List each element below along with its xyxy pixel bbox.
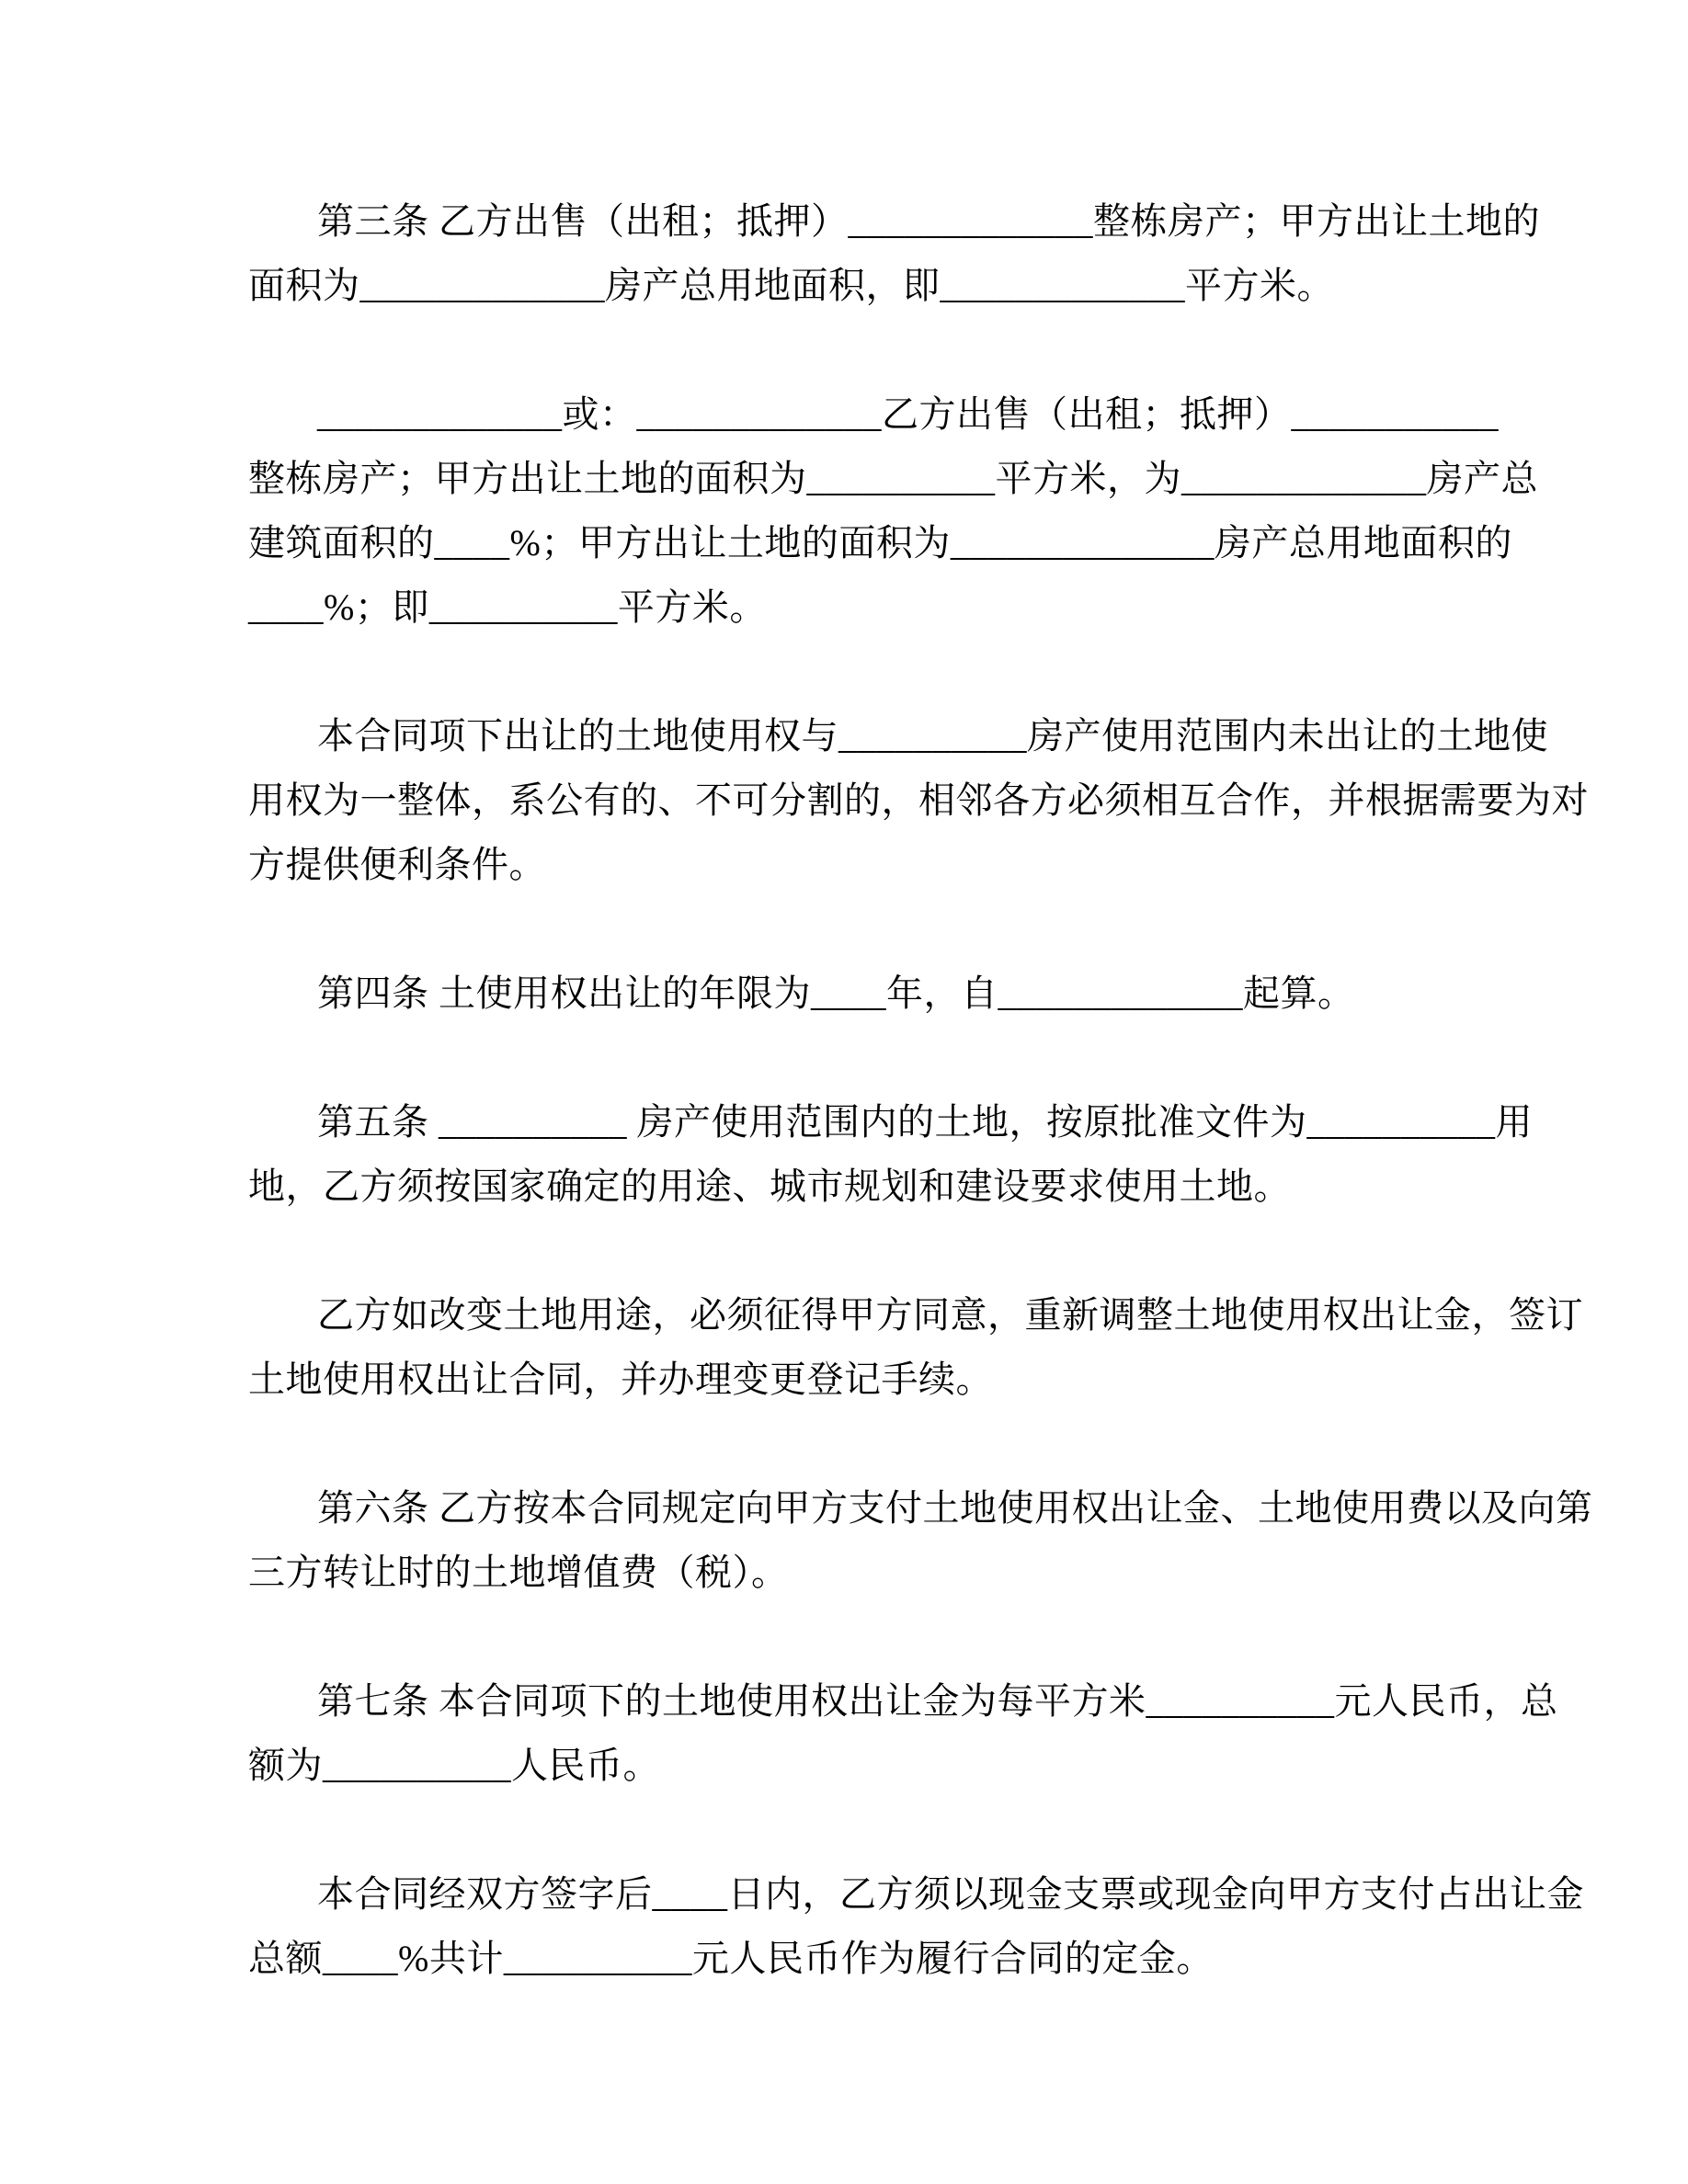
text-line: 三方转让时的土地增值费（税）。: [248, 1552, 789, 1593]
text-line: 第四条 土使用权出让的年限为____年，自_____________起算。: [317, 973, 1355, 1014]
text-line: 额为__________人民币。: [248, 1745, 660, 1786]
text-line: 土地使用权出让合同，并办理变更登记手续。: [248, 1359, 993, 1400]
text-line: 本合同经双方签字后____日内，乙方须以现金支票或现金向甲方支付占出让金: [317, 1873, 1584, 1915]
paragraph-article-3: [248, 189, 1540, 318]
text-line: 地，乙方须按国家确定的用途、城市规划和建设要求使用土地。: [248, 1166, 1291, 1207]
text-line: 整栋房产；甲方出让土地的面积为__________平方米，为_____________房产总: [248, 458, 1538, 499]
text-line: 本合同项下出让的土地使用权与__________房产使用范围内未出让的土地使: [317, 715, 1548, 756]
paragraph-article-5: [248, 1090, 1533, 1219]
text-line: 方提供便利条件。: [248, 844, 546, 885]
paragraph-deposit-terms: [248, 1862, 1584, 1991]
paragraph-article-3-alternative: [248, 382, 1538, 640]
text-line: 建筑面积的____%；甲方出让土地的面积为______________房产总用地面积的: [248, 522, 1512, 563]
text-line: 总额____%共计__________元人民币作为履行合同的定金。: [248, 1938, 1214, 1979]
text-line: 第六条 乙方按本合同规定向甲方支付土地使用权出让金、土地使用费以及向第: [317, 1487, 1593, 1529]
text-line: 第五条 __________ 房产使用范围内的土地，按原批准文件为__________用: [317, 1101, 1533, 1143]
text-line: 第七条 本合同项下的土地使用权出让金为每平方米__________元人民币，总: [317, 1680, 1558, 1722]
text-line: ____%；即__________平方米。: [248, 586, 767, 628]
text-line: 用权为一整体，系公有的、不可分割的，相邻各方必须相互合作，并根据需要为对: [248, 779, 1589, 821]
paragraph-article-7: [248, 1669, 1558, 1798]
paragraph-article-4: [248, 961, 1453, 1026]
text-line: 乙方如改变土地用途，必须征得甲方同意，重新调整土地使用权出让金，签订: [317, 1294, 1583, 1336]
paragraph-change-of-land-use: [248, 1283, 1583, 1412]
paragraph-land-use-right-integrity: [248, 704, 1589, 897]
text-line: 第三条 乙方出售（出租；抵押）_____________整栋房产；甲方出让土地的: [317, 200, 1540, 242]
paragraph-article-6: [248, 1476, 1593, 1605]
text-line: 面积为_____________房产总用地面积，即_____________平方米。: [248, 265, 1334, 306]
text-line: _____________或：_____________乙方出售（出租；抵押）___________: [317, 393, 1499, 435]
